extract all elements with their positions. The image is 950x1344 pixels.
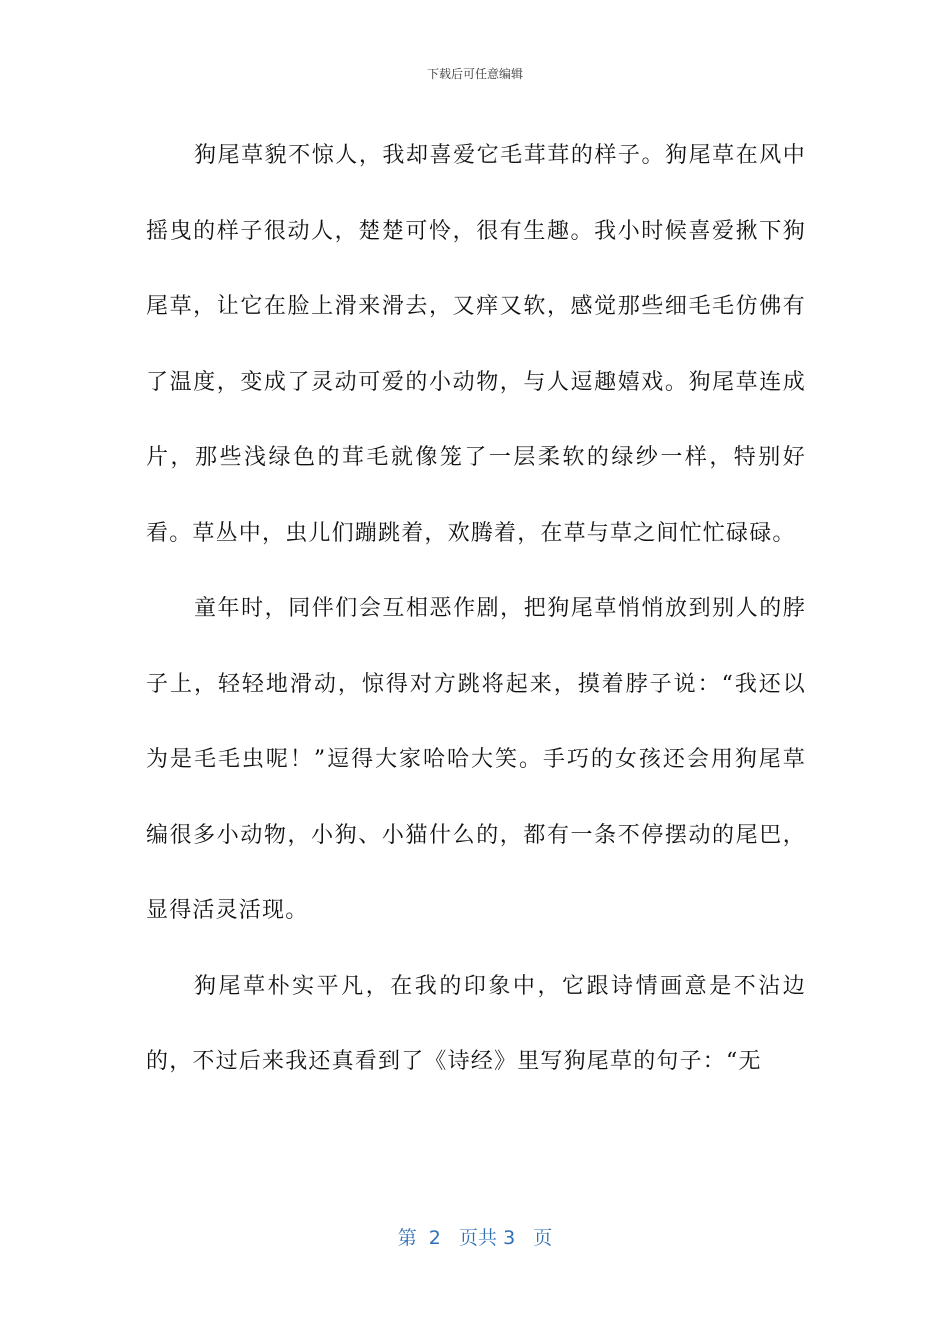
- footer-current-page: 2: [428, 1227, 441, 1249]
- footer-total-pages: 3: [503, 1227, 516, 1249]
- footer-suffix: 页: [533, 1227, 553, 1249]
- header-note: 下载后可任意编辑: [426, 67, 523, 81]
- footer-middle: 页共: [459, 1227, 498, 1249]
- body-text: [146, 118, 806, 1100]
- page-footer: [0, 1224, 950, 1252]
- footer-prefix: 第: [397, 1227, 417, 1249]
- paragraph-1: 狗尾草貌不惊人，我却喜爱它毛茸茸的样子。狗尾草在风中摇曳的样子很动人，楚楚可怜，很有生趣。我小时候喜爱揪下狗尾草，让它在脸上滑来滑去，又痒又软，感觉那些细毛毛仿佛有了温度，变成了灵动可爱的小动物，与人逗趣嬉戏。狗尾草连成片，那些浅绿色的茸毛就像笼了一层柔软的绿纱一样，特别好看。草丛中，虫儿们蹦跳着，欢腾着，在草与草之间忙忙碌碌。: [146, 143, 806, 546]
- paragraph-2: 童年时，同伴们会互相恶作剧，把狗尾草悄悄放到别人的脖子上，轻轻地滑动，惊得对方跳将起来，摸着脖子说：“我还以为是毛毛虫呢！”逗得大家哈哈大笑。手巧的女孩还会用狗尾草编很多小动物，小狗、小猫什么的，都有一条不停摆动的尾巴，显得活灵活现。: [146, 596, 806, 923]
- paragraph-3: 狗尾草朴实平凡，在我的印象中，它跟诗情画意是不沾边的，不过后来我还真看到了《诗经》里写狗尾草的句子：“无: [146, 973, 806, 1074]
